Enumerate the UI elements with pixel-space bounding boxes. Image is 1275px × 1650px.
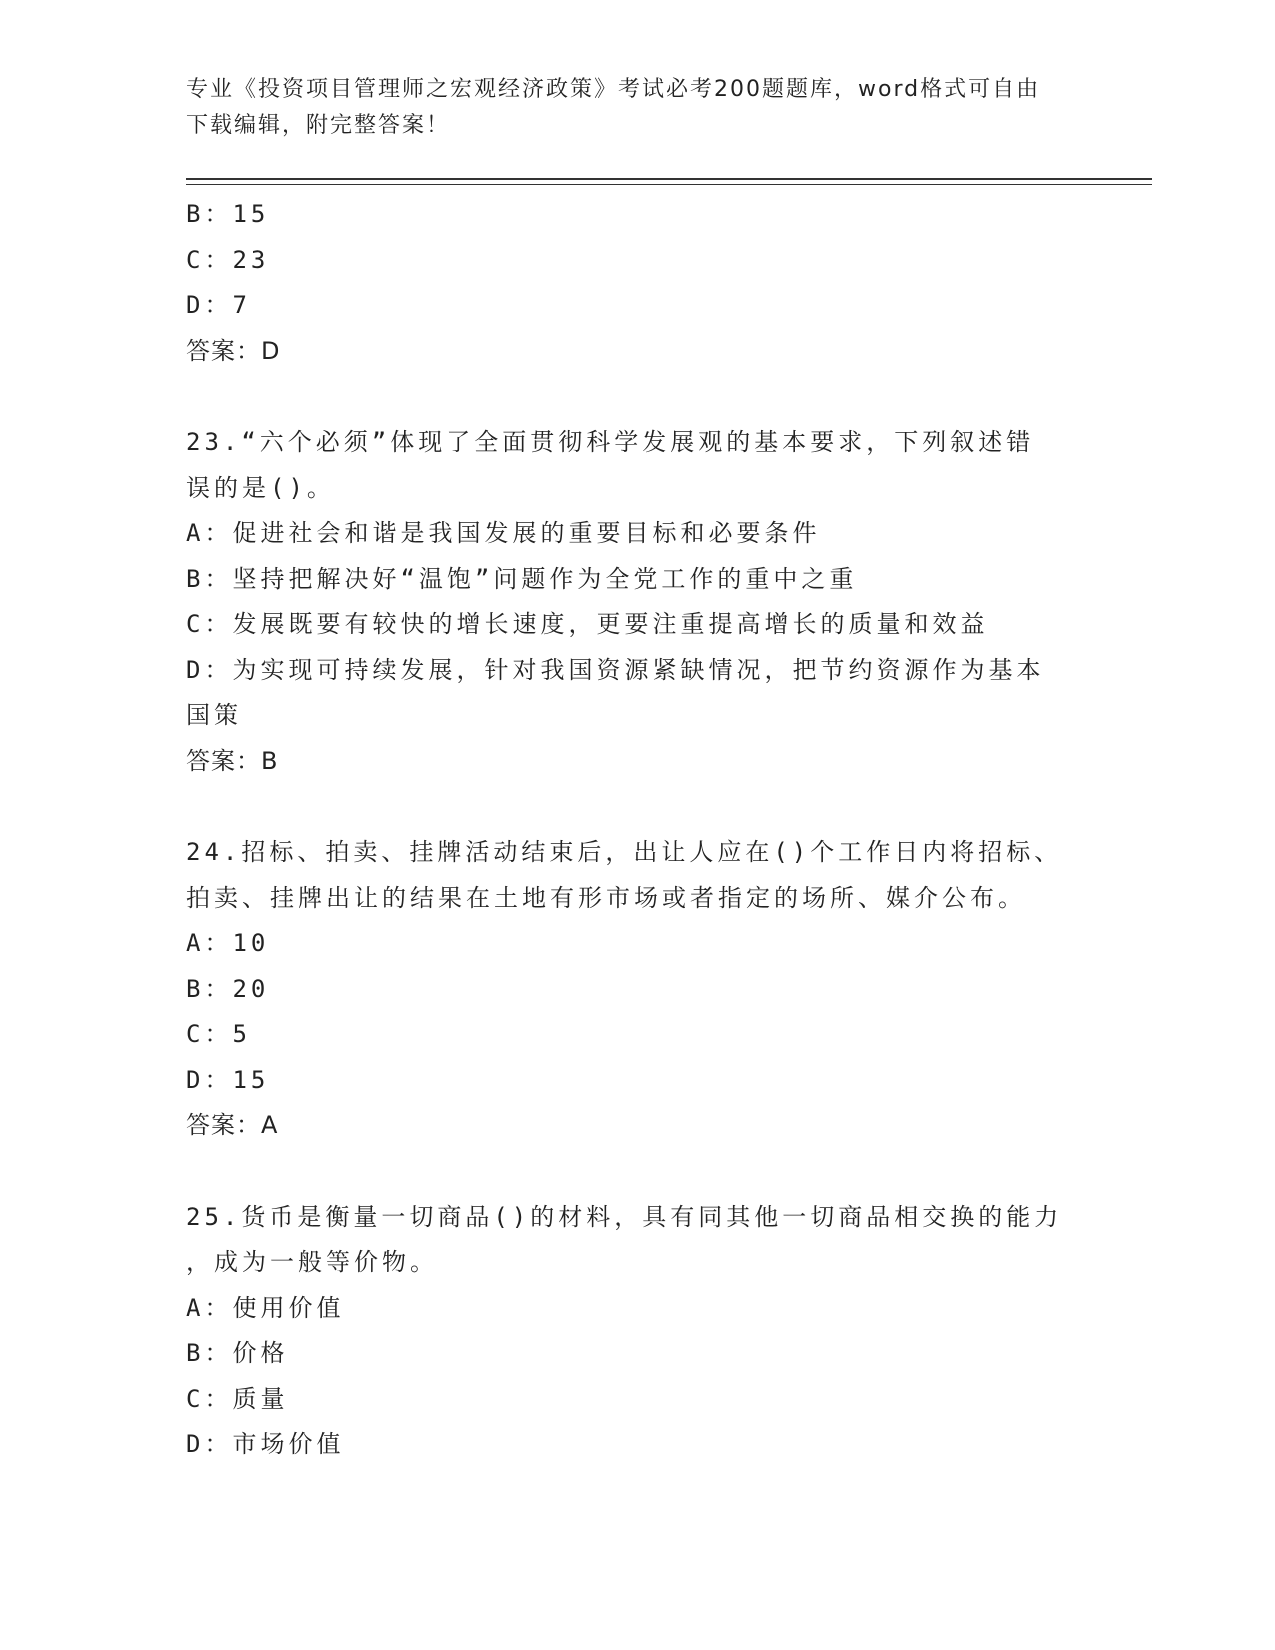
- option-b: B：价格: [186, 1339, 289, 1367]
- header-rule-thick: [186, 178, 1152, 180]
- question-text-line: 25.货币是衡量一切商品()的材料，具有同其他一切商品相交换的能力: [186, 1202, 1063, 1231]
- option-d: D：15: [186, 1065, 270, 1094]
- option-b: B：20: [186, 974, 270, 1003]
- option-a: A：10: [186, 929, 270, 957]
- option-d-continued: 国策: [186, 701, 242, 729]
- question-24: [186, 830, 1086, 1149]
- option-b: B：15: [186, 200, 270, 228]
- option-d: D：7: [186, 291, 251, 319]
- option-c: C：5: [186, 1020, 251, 1048]
- option-c: C：23: [186, 245, 270, 274]
- page-header: [186, 72, 1066, 144]
- option-c: C：发展既要有较快的增长速度，更要注重提高增长的质量和效益: [186, 610, 989, 638]
- answer: 答案：B: [186, 746, 279, 775]
- question-25: [186, 1195, 1086, 1468]
- question-text-line: ，成为一般等价物。: [186, 1248, 438, 1276]
- option-c: C：质量: [186, 1384, 289, 1413]
- option-a: A：使用价值: [186, 1293, 345, 1322]
- question-text-line: 误的是()。: [186, 473, 335, 502]
- question-list: [186, 192, 1086, 1468]
- option-b: B：坚持把解决好“温饱”问题作为全党工作的重中之重: [186, 564, 858, 593]
- question-text-line: 23.“六个必须”体现了全面贯彻科学发展观的基本要求，下列叙述错: [186, 428, 1035, 456]
- prev-question-tail: [186, 192, 1086, 374]
- question-text-line: 拍卖、挂牌出让的结果在土地有形市场或者指定的场所、媒介公布。: [186, 883, 1026, 912]
- question-23: [186, 420, 1086, 784]
- header-line-2: 下载编辑，附完整答案！: [186, 113, 451, 138]
- option-d: D：市场价值: [186, 1430, 345, 1458]
- answer: 答案：D: [186, 336, 281, 365]
- header-rule-thin: [186, 184, 1152, 185]
- option-a: A：促进社会和谐是我国发展的重要目标和必要条件: [186, 519, 821, 547]
- option-d: D：为实现可持续发展，针对我国资源紧缺情况，把节约资源作为基本: [186, 655, 1045, 684]
- header-line-1: 专业《投资项目管理师之宏观经济政策》考试必考200题题库，word格式可自由: [186, 77, 1041, 102]
- question-text-line: 24.招标、拍卖、挂牌活动结束后，出让人应在()个工作日内将招标、: [186, 838, 1063, 866]
- answer: 答案：A: [186, 1111, 279, 1139]
